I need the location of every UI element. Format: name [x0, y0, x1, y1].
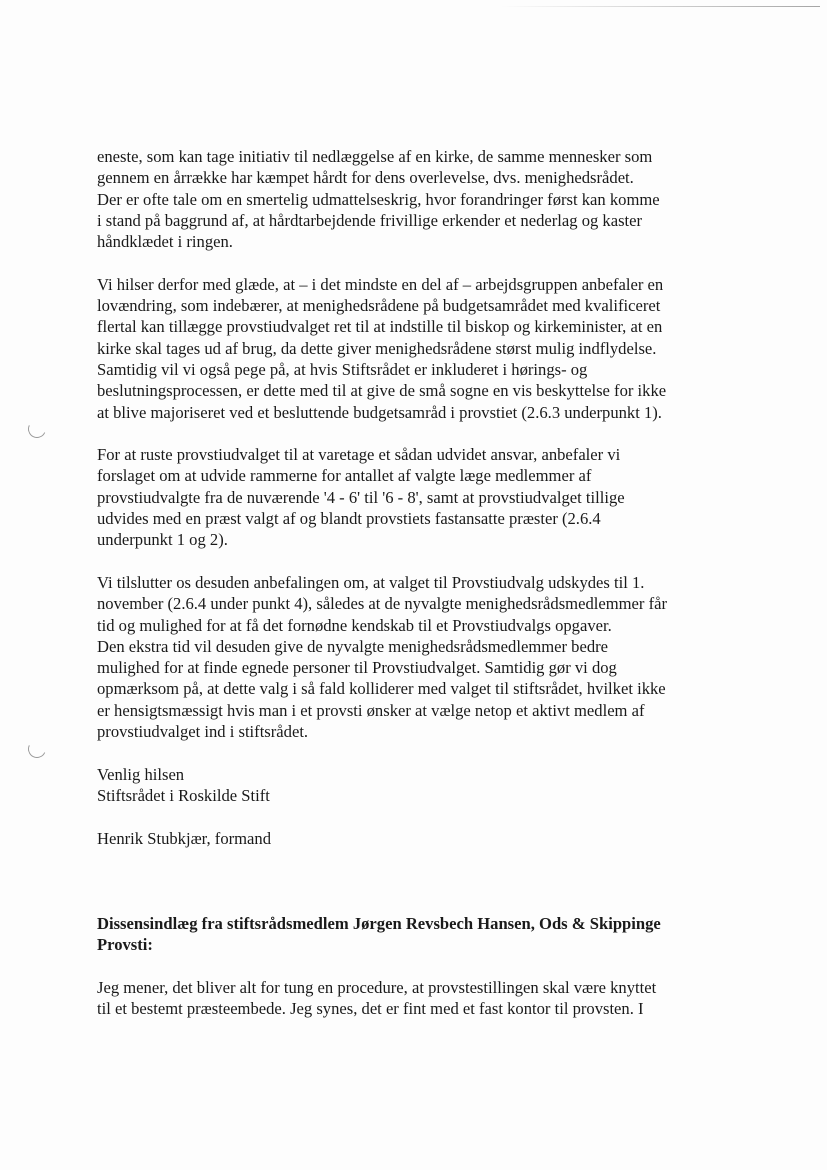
text-line: Jeg mener, det bliver alt for tung en procedure, at provstestillingen skal være knyttet [97, 977, 657, 997]
signature-block [97, 828, 747, 849]
scan-edge-line [500, 6, 820, 7]
text-line: provstiudvalget ind i stiftsrådet. [97, 722, 309, 742]
text-line: underpunkt 1 og 2). [97, 530, 228, 550]
paragraph-2 [97, 274, 747, 423]
text-line: udvides med en præst valgt af og blandt provstiets fastansatte præster (2.6.4 [97, 509, 601, 529]
paragraph-3 [97, 444, 747, 550]
text-line: flertal kan tillægge provstiudvalget ret til at indstille til biskop og kirkeminister, at en [97, 317, 663, 337]
signature-name: Henrik Stubkjær, formand [97, 828, 272, 848]
dissent-heading [97, 913, 747, 956]
closing-organization: Stiftsrådet i Roskilde Stift [97, 785, 270, 805]
text-line: forslaget om at udvide rammerne for antallet af valgte læge medlemmer af [97, 466, 592, 486]
text-line: beslutningsprocessen, er dette med til at give de små sogne en vis beskyttelse for ikke [97, 381, 667, 401]
text-line: til et bestemt præsteembede. Jeg synes, det er fint med et fast kontor til provsten. I [97, 998, 644, 1018]
letter-body [97, 146, 747, 1041]
closing-greeting: Venlig hilsen [97, 764, 185, 784]
text-line: at blive majoriseret ved et besluttende budgetsamråd i provstiet (2.6.3 underpunkt 1). [97, 402, 662, 422]
text-line: håndklædet i ringen. [97, 232, 233, 252]
text-line: kirke skal tages ud af brug, da dette giver menighedsrådene størst mulig indflydelse. [97, 338, 657, 358]
text-line: november (2.6.4 under punkt 4), således at de nyvalgte menighedsrådsmedlemmer får [97, 594, 667, 614]
text-line: mulighed for at finde egnede personer til Provstiudvalget. Samtidig gør vi dog [97, 658, 617, 678]
text-line: For at ruste provstiudvalget til at varetage et sådan udvidet ansvar, anbefaler vi [97, 445, 621, 465]
punch-hole-mark-lower [25, 737, 48, 760]
text-line: i stand på baggrund af, at hårdtarbejdende frivillige erkender et nederlag og kaster [97, 210, 643, 230]
text-line: Samtidig vil vi også pege på, at hvis Stiftsrådet er inkluderet i hørings- og [97, 359, 588, 379]
text-line: eneste, som kan tage initiativ til nedlæggelse af en kirke, de samme mennesker som [97, 147, 653, 166]
closing-block [97, 764, 747, 807]
text-line: er hensigtsmæssigt hvis man i et provsti ønsker at vælge netop et aktivt medlem af [97, 700, 645, 720]
dissent-heading-line: Provsti: [97, 935, 153, 955]
text-line: lovændring, som indebærer, at menighedsrådene på budgetsamrådet med kvalificeret [97, 296, 661, 316]
text-line: opmærksom på, at dette valg i så fald kolliderer med valget til stiftsrådet, hvilket ikke [97, 679, 666, 699]
text-line: Den ekstra tid vil desuden give de nyvalgte menighedsrådsmedlemmer bedre [97, 636, 609, 656]
text-line: Vi hilser derfor med glæde, at – i det mindste en del af – arbejdsgruppen anbefaler en [97, 274, 664, 294]
dissent-body [97, 977, 747, 1020]
punch-hole-mark-upper [25, 417, 48, 440]
text-line: gennem en årrække har kæmpet hårdt for dens overlevelse, dvs. menighedsrådet. [97, 168, 634, 188]
text-line: provstiudvalgte fra de nuværende '4 - 6' til '6 - 8', samt at provstiudvalget tillige [97, 487, 625, 507]
paragraph-1 [97, 146, 747, 252]
text-line: Vi tilslutter os desuden anbefalingen om, at valget til Provstiudvalg udskydes til 1. [97, 572, 645, 592]
text-line: tid og mulighed for at få det fornødne kendskab til et Provstiudvalgs opgaver. [97, 615, 612, 635]
text-line: Der er ofte tale om en smertelig udmattelseskrig, hvor forandringer først kan komme [97, 189, 660, 209]
paragraph-4 [97, 572, 747, 742]
dissent-heading-line: Dissensindlæg fra stiftsrådsmedlem Jørgen Revsbech Hansen, Ods & Skippinge [97, 913, 661, 933]
